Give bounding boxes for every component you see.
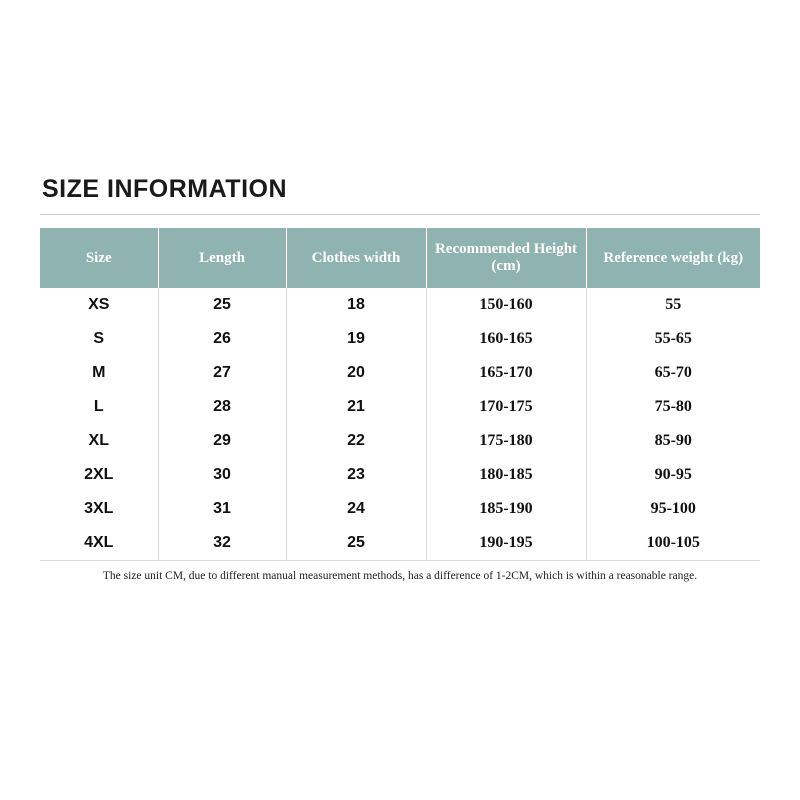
cell-clothes-width: 20 [286,356,426,390]
cell-size: 4XL [40,526,158,561]
size-table [40,228,760,561]
page-title: SIZE INFORMATION [42,175,288,203]
column-header-length: Length [158,228,286,288]
cell-length: 28 [158,390,286,424]
cell-reference-weight: 90-95 [586,458,760,492]
table-row [40,458,760,492]
table-header [40,228,760,288]
cell-reference-weight: 95-100 [586,492,760,526]
table-body [40,288,760,561]
cell-clothes-width: 25 [286,526,426,561]
cell-clothes-width: 21 [286,390,426,424]
size-information-card [40,175,760,584]
cell-recommended-height: 180-185 [426,458,586,492]
cell-length: 27 [158,356,286,390]
cell-length: 25 [158,288,286,322]
column-header-reference-weight: Reference weight (kg) [586,228,760,288]
cell-size: S [40,322,158,356]
measurement-note: The size unit CM, due to different manual measurement methods, has a difference of 1-2CM, which is within a reasonable range. [102,570,698,582]
cell-reference-weight: 85-90 [586,424,760,458]
cell-recommended-height: 175-180 [426,424,586,458]
cell-recommended-height: 160-165 [426,322,586,356]
cell-size: 2XL [40,458,158,492]
cell-recommended-height: 170-175 [426,390,586,424]
cell-length: 26 [158,322,286,356]
cell-clothes-width: 18 [286,288,426,322]
table-row [40,390,760,424]
cell-recommended-height: 165-170 [426,356,586,390]
cell-length: 31 [158,492,286,526]
column-header-recommended-height: Recommended Height (cm) [426,228,586,288]
cell-size: XS [40,288,158,322]
cell-clothes-width: 22 [286,424,426,458]
cell-length: 32 [158,526,286,561]
cell-reference-weight: 100-105 [586,526,760,561]
table-row [40,526,760,561]
cell-size: 3XL [40,492,158,526]
cell-recommended-height: 190-195 [426,526,586,561]
table-row [40,356,760,390]
cell-size: XL [40,424,158,458]
cell-reference-weight: 65-70 [586,356,760,390]
cell-size: M [40,356,158,390]
cell-recommended-height: 185-190 [426,492,586,526]
cell-reference-weight: 55 [586,288,760,322]
column-header-size: Size [40,228,158,288]
cell-length: 29 [158,424,286,458]
title-divider [40,214,760,215]
table-row [40,322,760,356]
cell-recommended-height: 150-160 [426,288,586,322]
table-row [40,288,760,322]
cell-reference-weight: 55-65 [586,322,760,356]
cell-reference-weight: 75-80 [586,390,760,424]
cell-length: 30 [158,458,286,492]
table-row [40,424,760,458]
cell-clothes-width: 24 [286,492,426,526]
cell-size: L [40,390,158,424]
table-header-row [40,228,760,288]
cell-clothes-width: 23 [286,458,426,492]
column-header-clothes-width: Clothes width [286,228,426,288]
cell-clothes-width: 19 [286,322,426,356]
table-row [40,492,760,526]
